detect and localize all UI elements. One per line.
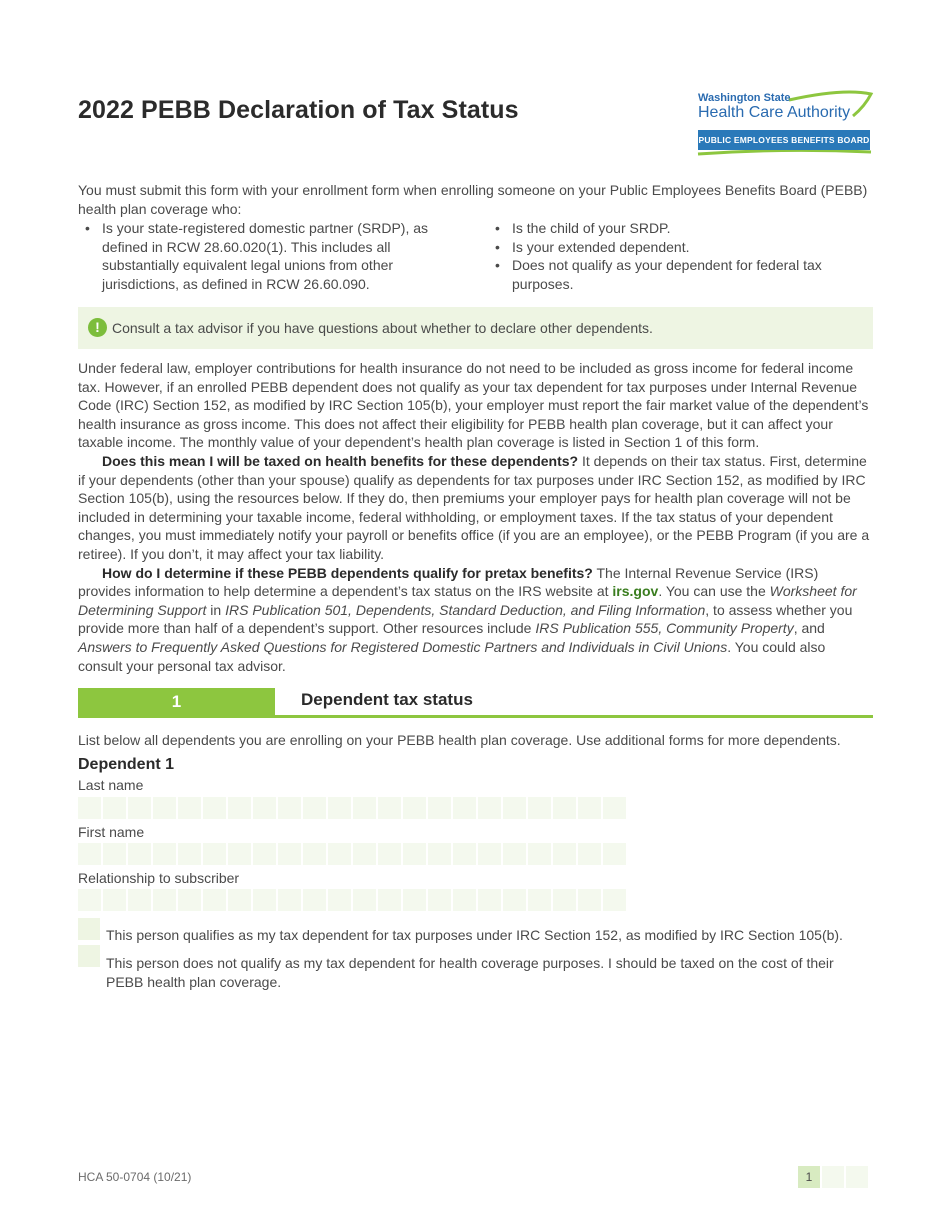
input-cell[interactable] [478,797,501,819]
input-cell[interactable] [428,797,451,819]
logo-line2: Health Care Authority [698,104,851,121]
input-cell[interactable] [153,843,176,865]
input-cell[interactable] [128,797,151,819]
logo-line1: Washington State [698,92,791,104]
bullet-item: • Does not qualify as your dependent for federal tax purposes. [492,256,882,293]
section-title: Dependent tax status [301,690,473,709]
input-cell[interactable] [553,889,576,911]
does-not-qualify-checkbox[interactable] [78,945,100,967]
relationship-input[interactable] [78,889,626,911]
input-cell[interactable] [353,889,376,911]
bullet-item: • Is your state-registered domestic partner (SRDP), as defined in RCW 28.60.020(1). This includes all substantially equivalent legal unions from other jurisdictions, as defined in RCW 26.60.090. [82,219,462,293]
input-cell[interactable] [403,843,426,865]
input-cell[interactable] [428,889,451,911]
input-cell[interactable] [478,843,501,865]
dependent-heading: Dependent 1 [78,756,175,773]
input-cell[interactable] [228,843,251,865]
input-cell[interactable] [378,889,401,911]
input-cell[interactable] [153,889,176,911]
input-cell[interactable] [153,797,176,819]
input-cell[interactable] [478,889,501,911]
input-cell[interactable] [528,843,551,865]
input-cell[interactable] [203,797,226,819]
section-divider [78,715,873,718]
intro-text: You must submit this form with your enrollment form when enrolling someone on your Public Employees Benefits Board (PEBB) health plan coverage who: [78,182,868,217]
input-cell[interactable] [253,843,276,865]
page-box [846,1166,868,1188]
first-name-input[interactable] [78,843,626,865]
paragraph-taxed-question: Does this mean I will be taxed on health benefits for these dependents? It depends on their tax status. First, determine if your dependents (other than your spouse) qualify as dependents for tax purposes under IRC Section 152, as modified by IRC Section 105(b), using the resources below. If they do, then premiums your employer pays for health plan coverage will not be included in determining your taxable income, federal withholding, or employment taxes. If the tax status of your dependent changes, you must immediately notify your payroll or benefits office (if you are an employee), or the PEBB Program (if you are a retiree). If you don’t, it may affect your tax liability. [78,452,870,562]
input-cell[interactable] [228,797,251,819]
last-name-label: Last name [78,777,144,793]
input-cell[interactable] [578,797,601,819]
bullet-item: • Is your extended dependent. [492,238,882,257]
input-cell[interactable] [178,843,201,865]
paragraph-pretax-question: How do I determine if these PEBB dependents qualify for pretax benefits? The Internal Revenue Service (IRS) provides information to help determine a dependent’s tax status on the IRS website at irs.gov. You can use the Worksheet for Determining Support in IRS Publication 501, Dependents, Standard Deduction, and Filing Information, to assess whether you provide more than half of a dependent’s support. Other resources include IRS Publication 555, Community Property, and Answers to Frequently Asked Questions for Registered Domestic Partners and Individuals in Civil Unions. You could also consult your personal tax advisor. [78,564,857,674]
input-cell[interactable] [428,843,451,865]
callout-text: Consult a tax advisor if you have questions about whether to declare other dependents. [112,320,653,336]
section-number: 1 [78,688,275,715]
input-cell[interactable] [103,797,126,819]
input-cell[interactable] [353,797,376,819]
input-cell[interactable] [603,843,626,865]
input-cell[interactable] [603,889,626,911]
does-not-qualify-option-text: This person does not qualify as my tax dependent for health coverage purposes. I should be taxed on the cost of their PEBB health plan coverage. [106,955,834,990]
input-cell[interactable] [128,889,151,911]
input-cell[interactable] [103,843,126,865]
input-cell[interactable] [528,889,551,911]
input-cell[interactable] [278,889,301,911]
input-cell[interactable] [78,843,101,865]
bullet-list-right [492,219,882,293]
input-cell[interactable] [203,889,226,911]
input-cell[interactable] [503,889,526,911]
exclamation-icon: ! [88,318,107,337]
logo-banner: PUBLIC EMPLOYEES BENEFITS BOARD [698,130,870,150]
input-cell[interactable] [453,797,476,819]
input-cell[interactable] [303,843,326,865]
input-cell[interactable] [378,797,401,819]
input-cell[interactable] [528,797,551,819]
page-number: 1 [798,1166,820,1188]
input-cell[interactable] [303,797,326,819]
input-cell[interactable] [78,797,101,819]
question-heading: How do I determine if these PEBB dependents qualify for pretax benefits? [102,564,593,581]
input-cell[interactable] [253,797,276,819]
last-name-input[interactable] [78,797,626,819]
input-cell[interactable] [453,843,476,865]
input-cell[interactable] [228,889,251,911]
input-cell[interactable] [328,843,351,865]
paragraph-federal-law: Under federal law, employer contributions for health insurance do not need to be included as gross income for federal income tax. However, if an enrolled PEBB dependent does not qualify as your tax dependent for tax purposes under Internal Revenue Code (IRC) Section 152, as modified by IRC Section 105(b), your employer must report the fair market value of the dependent’s health insurance as gross income. This does not affect their eligibility for PEBB health plan coverage, but it can affect your taxable income. The monthly value of your dependent’s health plan coverage is listed in Section 1 of this form. [78,360,869,451]
hca-logo [693,88,875,160]
input-cell[interactable] [278,797,301,819]
input-cell[interactable] [378,843,401,865]
tax-advisor-callout [78,307,873,349]
qualifies-checkbox[interactable] [78,918,100,940]
form-code: HCA 50-0704 (10/21) [78,1170,192,1184]
input-cell[interactable] [178,797,201,819]
input-cell[interactable] [403,889,426,911]
input-cell[interactable] [328,797,351,819]
relationship-label: Relationship to subscriber [78,870,240,886]
input-cell[interactable] [253,889,276,911]
input-cell[interactable] [553,843,576,865]
section-1-header [78,688,873,718]
input-cell[interactable] [103,889,126,911]
question-heading: Does this mean I will be taxed on health benefits for these dependents? [102,452,579,469]
input-cell[interactable] [403,797,426,819]
input-cell[interactable] [578,843,601,865]
input-cell[interactable] [353,843,376,865]
input-cell[interactable] [578,889,601,911]
page-box [822,1166,844,1188]
input-cell[interactable] [303,889,326,911]
page-title: 2022 PEBB Declaration of Tax Status [78,96,519,124]
first-name-label: First name [78,824,145,840]
body-text [78,359,873,675]
section-instructions: List below all dependents you are enrolling on your PEBB health plan coverage. Use additional forms for more dependents. [78,732,841,748]
irs-gov-link[interactable]: irs.gov [612,583,659,600]
input-cell[interactable] [278,843,301,865]
input-cell[interactable] [78,889,101,911]
input-cell[interactable] [328,889,351,911]
input-cell[interactable] [203,843,226,865]
input-cell[interactable] [128,843,151,865]
qualifies-option-text: This person qualifies as my tax dependent for tax purposes under IRC Section 152, as modified by IRC Section 105(b). [106,927,843,943]
input-cell[interactable] [453,889,476,911]
input-cell[interactable] [603,797,626,819]
input-cell[interactable] [503,843,526,865]
input-cell[interactable] [178,889,201,911]
input-cell[interactable] [503,797,526,819]
bullet-item: • Is the child of your SRDP. [492,219,882,238]
bullet-list-left [82,219,462,293]
input-cell[interactable] [553,797,576,819]
